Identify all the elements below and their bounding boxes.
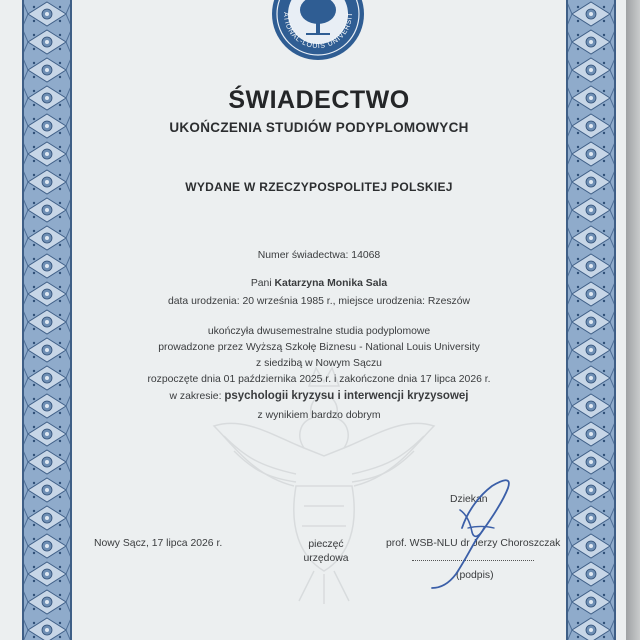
page-edge-background — [626, 0, 640, 640]
place-and-date: Nowy Sącz, 17 lipca 2026 r. — [94, 538, 223, 549]
body-line-2: prowadzone przez Wyższą Szkołę Biznesu - National Louis University — [158, 342, 480, 353]
official-stamp-placeholder — [276, 538, 376, 566]
holder-name: Katarzyna Monika Sala — [274, 278, 388, 289]
result-line: z wynikiem bardzo dobrym — [257, 410, 381, 421]
body-line-4: rozpoczęte dnia 01 października 2025 r. i zakończone dnia 17 lipca 2026 r. — [147, 374, 491, 385]
scope-value: psychologii kryzysu i interwencji kryzysowej — [224, 390, 469, 402]
body-line-1: ukończyła dwusemestralne studia podyplomowe — [207, 326, 431, 337]
svg-text:NATIONAL-LOUIS UNIVERSITY: ATIONAL-LOUIS UNIVERSIT — [281, 11, 355, 51]
university-seal-logo — [270, 0, 366, 62]
stamp-line-1: pieczęć — [308, 539, 344, 550]
birth-line: data urodzenia: 20 września 1985 r., miejsce urodzenia: Rzeszów — [167, 296, 471, 307]
salutation: Pani — [250, 278, 272, 289]
scope-label: w zakresie: — [169, 391, 222, 402]
stamp-line-2: urzędowa — [303, 553, 349, 564]
signature-caption: (podpis) — [456, 570, 494, 581]
certificate-subtitle: UKOŃCZENIA STUDIÓW PODYPLOMOWYCH — [169, 120, 469, 135]
issued-in-line: WYDANE W RZECZYPOSPOLITEJ POLSKIEJ — [185, 180, 453, 194]
body-line-3: z siedzibą w Nowym Sączu — [256, 358, 382, 369]
certificate-title: ŚWIADECTWO — [228, 86, 410, 114]
dean-title: Dziekan — [450, 494, 488, 505]
holder-line — [72, 278, 566, 289]
certificate-number: Numer świadectwa: 14068 — [257, 250, 381, 261]
left-ornamental-border — [22, 0, 72, 640]
scope-line — [72, 390, 566, 402]
dean-name: prof. WSB-NLU dr Jerzy Choroszczak — [386, 538, 561, 549]
handwritten-signature-icon — [420, 470, 530, 590]
right-ornamental-border — [566, 0, 616, 640]
